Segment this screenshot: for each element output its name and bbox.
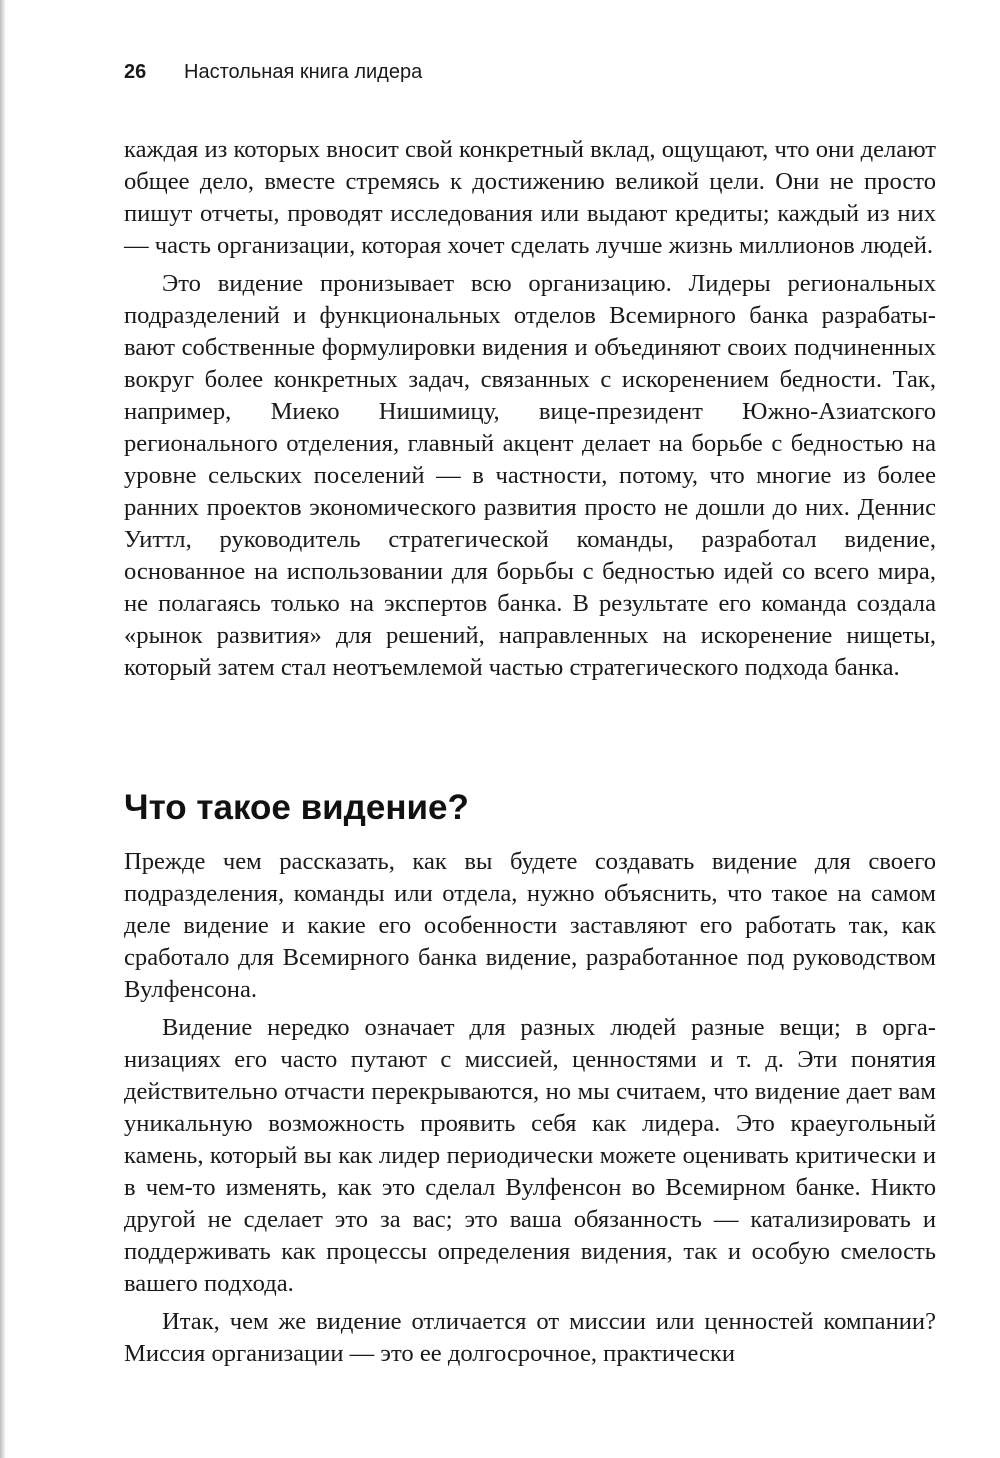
paragraph: Итак, чем же видение отличается от миссии или ценностей компании? Миссия организации — это ее долгосрочное, практически [124,1308,936,1367]
paragraph: Это видение пронизывает всю организацию. Лидеры региональных подразделений и функциональных отделов Всемирного банка разрабатывают собственные формулировки видения и объединяют своих подчиненных вокруг более конкретных задач, связанных с искоренением бедности. Так, например, Миеко Нишимицу, вице-президент Южно-Азиатского регионального отделения, главный акцент делает на борьбе с бедностью на уровне сельских поселений — в частности, потому, что многие из более ранних проектов экономического развития просто не дошли до них. Деннис Уиттл, руководитель стратегической команды, разработал видение, основанное на использовании для борьбы с бедностью идей со всего мира, не полагаясь только на экспертов банка. В результате его команда создала «рынок развития» для решений, направленных на искоренение нищеты, который затем стал неотъемлемой частью стратегического подхода банка. [124,270,936,681]
page-number: 26 [124,61,147,83]
section-heading: Что такое видение? [124,788,469,827]
paragraph: Прежде чем рассказать, как вы будете создавать видение для своего подразделения, команды или отдела, нужно объяснить, что такое на самом деле видение и какие его особенности заставляют его работать так, как сработало для Всемирного банка видение, разработанное под руководством Вулфенсона. [124,848,936,1003]
book-title: Настольная книга лидера [184,61,423,83]
section-text [124,846,936,1376]
paragraph: Видение нередко означает для разных людей разные вещи; в организациях его часто путают с миссией, ценностями и т. д. Эти понятия действительно отчасти перекрываются, но мы считаем, что видение дает вам уникальную возможность проявить себя как лидера. Это краеугольный камень, который вы как лидер периодически можете оценивать критически и в чем-то изменять, как это сделал Вулфенсон во Всемирном банке. Никто другой не сделает это за вас; это ваша обязанность — катализировать и поддерживать как процессы определения видения, так и особую смелость вашего подхода. [124,1014,936,1297]
intro-text [124,134,936,690]
running-header [124,58,422,86]
page-edge-shadow [0,0,6,1458]
paragraph: каждая из которых вносит свой конкретный вклад, ощущают, что они делают общее дело, вместе стремясь к достижению великой цели. Они не просто пишут отчеты, проводят исследования или выдают кредиты; каждый из них — часть организации, которая хочет сделать лучше жизнь миллионов людей. [124,136,936,259]
